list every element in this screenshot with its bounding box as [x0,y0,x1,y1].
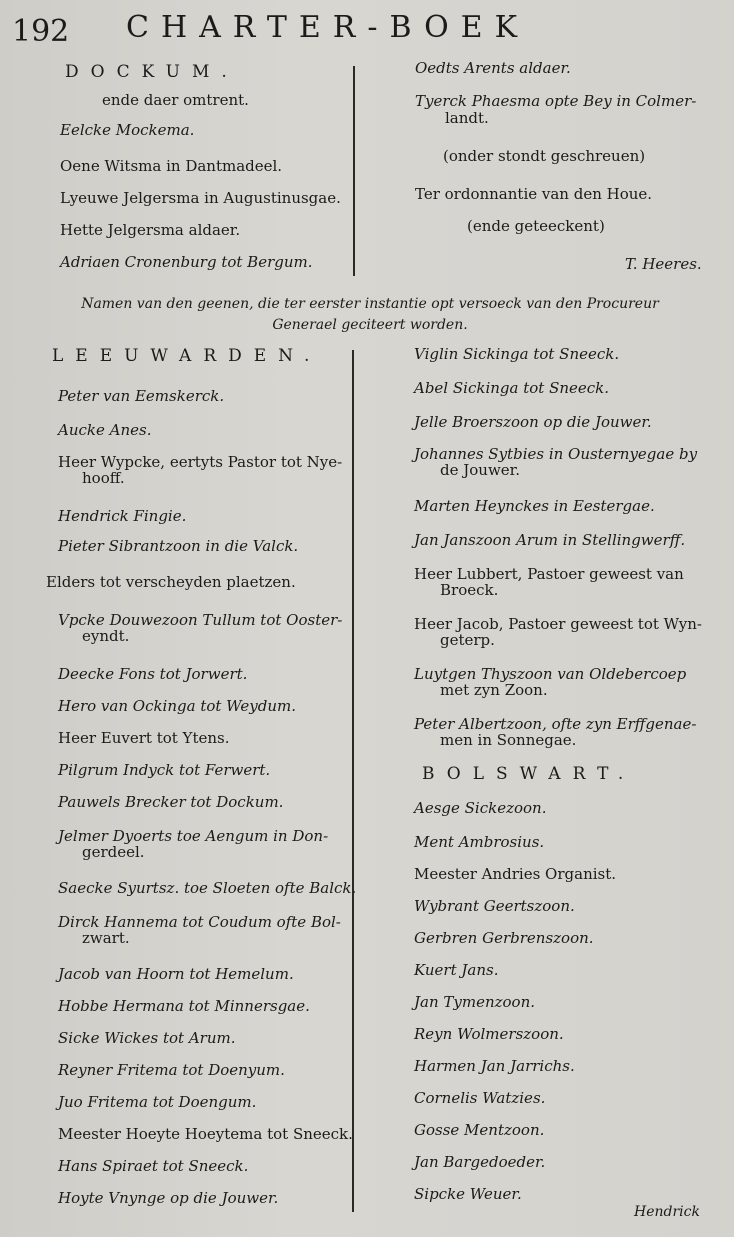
list-item: Aesge Sickezoon. [414,799,547,817]
list-item: Gosse Mentzoon. [414,1121,545,1139]
list-item: Dirck Hannema tot Coudum ofte Bol- [58,913,341,931]
list-item: Oedts Arents aldaer. [415,59,571,77]
list-item: Adriaen Cronenburg tot Bergum. [60,253,313,271]
list-item-continued: zwart. [82,929,130,947]
list-item: Juo Fritema tot Doengum. [58,1093,257,1111]
list-item: Sipcke Weuer. [414,1185,522,1203]
running-title: CHARTER-BOEK [126,10,529,45]
list-item: Meester Andries Organist. [414,865,617,883]
list-item-continued: met zyn Zoon. [440,681,548,699]
catchword: Hendrick [634,1204,700,1220]
section-notice: Namen van den geenen, die ter eerster instantie opt versoeck van den Procureur Generael geciteert worden. [81,296,659,333]
list-item: Heer Euvert tot Ytens. [58,729,230,747]
list-item: Marten Heynckes in Eestergae. [414,497,655,515]
list-item: Reyn Wolmerszoon. [414,1025,564,1043]
list-item: Hero van Ockinga tot Weydum. [58,697,296,715]
list-item: Sicke Wickes tot Arum. [58,1029,236,1047]
list-item: Reyner Fritema tot Doenyum. [58,1061,285,1079]
list-item: Johannes Sytbies in Ousternyegae by [414,445,698,463]
list-item-continued: men in Sonnegae. [440,731,577,749]
list-item: Harmen Jan Jarrichs. [414,1057,575,1075]
subheading: ende daer omtrent. [102,91,249,109]
list-item: Pieter Sibrantzoon in die Valck. [58,537,299,555]
list-item: Tyerck Phaesma opte Bey in Colmer- [415,92,697,110]
list-item: Jan Bargedoeder. [414,1153,546,1171]
list-item: Jan Janszoon Arum in Stellingwerff. [414,531,686,549]
list-item: Viglin Sickinga tot Sneeck. [414,345,620,363]
list-item: Kuert Jans. [414,961,499,979]
list-item-continued: hooff. [82,469,125,487]
list-item: Pauwels Brecker tot Dockum. [58,793,284,811]
note: (ende geteeckent) [467,217,605,235]
column-divider-top [353,66,355,276]
list-item: Jelmer Dyoerts toe Aengum in Don- [58,827,329,845]
list-item: Eelcke Mockema. [60,121,195,139]
list-item: Meester Hoeyte Hoeytema tot Sneeck. [58,1125,353,1143]
signature: T. Heeres. [625,255,702,273]
list-item: Luytgen Thyszoon van Oldebercoep [414,665,687,683]
list-item: Jacob van Hoorn tot Hemelum. [58,965,294,983]
list-item-continued: gerdeel. [82,843,145,861]
list-item: Hoyte Vnynge op die Jouwer. [58,1189,279,1207]
list-item: Peter van Eemskerck. [58,387,225,405]
list-item: Jelle Broerszoon op die Jouwer. [414,413,652,431]
list-item: Gerbren Gerbrenszoon. [414,929,594,947]
list-item-continued: landt. [445,109,489,127]
list-item: Hobbe Hermana tot Minnersgae. [58,997,310,1015]
list-item: Lyeuwe Jelgersma in Augustinusgae. [60,189,341,207]
list-item: Cornelis Watzies. [414,1089,546,1107]
list-item-continued: geterp. [440,631,495,649]
place-heading-leeuwarden: LEEUWARDEN. [52,346,322,366]
list-item: Heer Jacob, Pastoer geweest tot Wyn- [414,615,702,633]
list-item: Peter Albertzoon, ofte zyn Erffgenae- [414,715,697,733]
list-item-continued: de Jouwer. [440,461,520,479]
list-item: Saecke Syurtsz. toe Sloeten ofte Balck. [58,879,357,897]
list-item: Hans Spiraet tot Sneeck. [58,1157,249,1175]
list-item: Hette Jelgersma aldaer. [60,221,241,239]
list-item: Heer Wypcke, eertyts Pastor tot Nye- [58,453,343,471]
list-item: Abel Sickinga tot Sneeck. [414,379,610,397]
list-item-continued: Broeck. [440,581,499,599]
list-item: Ment Ambrosius. [414,833,545,851]
list-item: Deecke Fons tot Jorwert. [58,665,248,683]
list-item: Vpcke Douwezoon Tullum tot Ooster- [58,611,343,629]
list-item: Wybrant Geertszoon. [414,897,575,915]
note: (onder stondt geschreuen) [443,147,646,165]
column-divider-bottom [352,350,354,1212]
subheading: Elders tot verscheyden plaetzen. [46,573,296,591]
list-item-continued: eyndt. [82,627,130,645]
list-item: Jan Tymenzoon. [414,993,536,1011]
list-item: Heer Lubbert, Pastoer geweest van [414,565,684,583]
place-heading-bolswart: BOLSWART. [422,764,636,784]
page-number: 192 [12,14,70,49]
place-heading-dockum: DOCKUM. [65,62,239,82]
list-item: Aucke Anes. [58,421,152,439]
note: Ter ordonnantie van den Houe. [415,185,653,203]
list-item: Oene Witsma in Dantmadeel. [60,157,283,175]
list-item: Hendrick Fingie. [58,507,187,525]
list-item: Pilgrum Indyck tot Ferwert. [58,761,271,779]
